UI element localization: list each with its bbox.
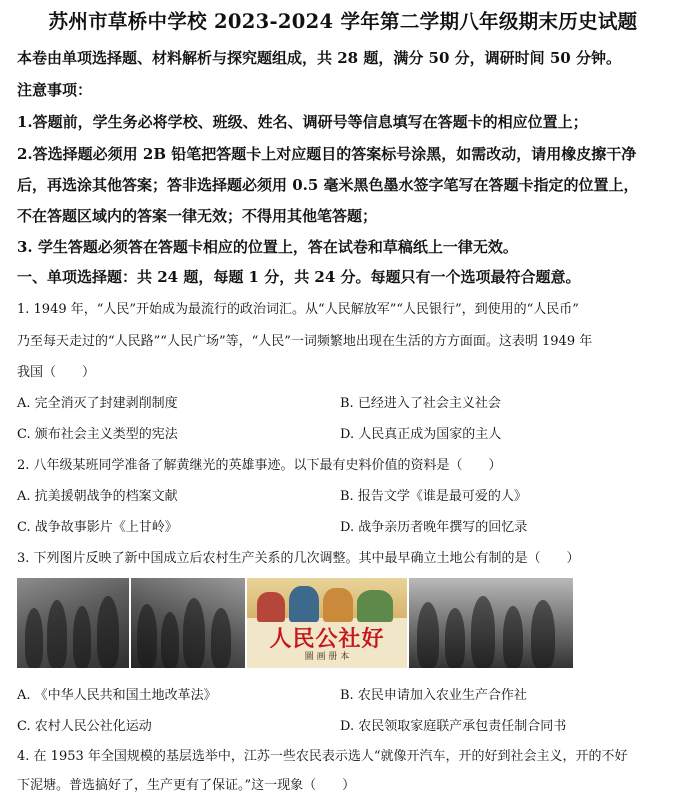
q2-stem: 2. 八年级某班同学准备了解黄继光的英雄事迹。以下最有史料价值的资料是（ ） (17, 458, 502, 473)
land-reform-photo (17, 578, 129, 668)
q1-option-b: B. 已经进入了社会主义社会 (340, 396, 501, 411)
q3-image-row (17, 578, 573, 668)
q4-stem-line-2: 下泥塘。普选搞好了，生产更有了保证。”这一现象（ ） (17, 778, 356, 793)
q3-option-c: C. 农村人民公社化运动 (17, 719, 152, 734)
q3-option-d: D. 农民领取家庭联产承包责任制合同书 (340, 719, 567, 734)
q3-option-a: A. 《中华人民共和国土地改革法》 (17, 688, 217, 703)
page-title: 苏州市草桥中学校 2023-2024 学年第二学期八年级期末历史试题 (48, 10, 638, 33)
note-2-line-1: 2.答选择题必须用 2B 铅笔把答题卡上对应题目的答案标号涂黑，如需改动，请用橡皮擦干净 (17, 145, 637, 163)
note-3: 3. 学生答题必须答在答题卡相应的位置上，答在试卷和草稿纸上一律无效。 (17, 238, 518, 256)
people-commune-poster (247, 578, 407, 668)
contract-photo (409, 578, 573, 668)
q1-option-c: C. 颁布社会主义类型的宪法 (17, 427, 178, 442)
note-2-line-2: 后，再选涂其他答案；答非选择题必须用 0.5 毫米黑色墨水签字笔写在答题卡指定的位置上， (17, 176, 639, 194)
q1-stem-line-2: 乃至每天走过的“人民路”“人民广场”等，“人民”一词频繁地出现在生活的方方面面。这表明 1949 年 (17, 334, 593, 349)
q4-stem-line-1: 4. 在 1953 年全国规模的基层选举中，江苏一些农民表示选人“就像开汽车，开的好到社会主义，开的不好 (17, 749, 628, 764)
notice-label: 注意事项： (17, 81, 93, 99)
cooperative-photo (131, 578, 245, 668)
q1-option-a: A. 完全消灭了封建剥削制度 (17, 396, 178, 411)
q3-stem: 3. 下列图片反映了新中国成立后农村生产关系的几次调整。其中最早确立土地公有制的是（ ） (17, 551, 580, 566)
q1-stem-line-1: 1. 1949 年，“人民”开始成为最流行的政治词汇。从“人民解放军”“人民银行”，到使用的“人民币” (17, 302, 579, 317)
section-heading: 一、单项选择题：共 24 题，每题 1 分，共 24 分。每题只有一个选项最符合题意。 (17, 268, 581, 286)
q2-option-a: A. 抗美援朝战争的档案文献 (17, 489, 178, 504)
q2-option-b: B. 报告文学《谁是最可爱的人》 (340, 489, 527, 504)
q3-option-b: B. 农民申请加入农业生产合作社 (340, 688, 527, 703)
q2-option-d: D. 战争亲历者晚年撰写的回忆录 (340, 520, 528, 535)
poster-title: 人民公社好 (269, 626, 385, 652)
poster-subtitle: 圖 画 册 本 (304, 652, 350, 662)
q1-stem-line-3: 我国（ ） (17, 365, 96, 380)
q2-option-c: C. 战争故事影片《上甘岭》 (17, 520, 178, 535)
note-2-line-3: 不在答题区域内的答案一律无效；不得用其他笔答题； (17, 207, 378, 225)
q1-option-d: D. 人民真正成为国家的主人 (340, 427, 502, 442)
intro-line: 本卷由单项选择题、材料解析与探究题组成，共 28 题，满分 50 分，调研时间 50 分钟。 (17, 49, 621, 67)
note-1: 1.答题前，学生务必将学校、班级、姓名、调研号等信息填写在答题卡的相应位置上； (17, 113, 588, 131)
